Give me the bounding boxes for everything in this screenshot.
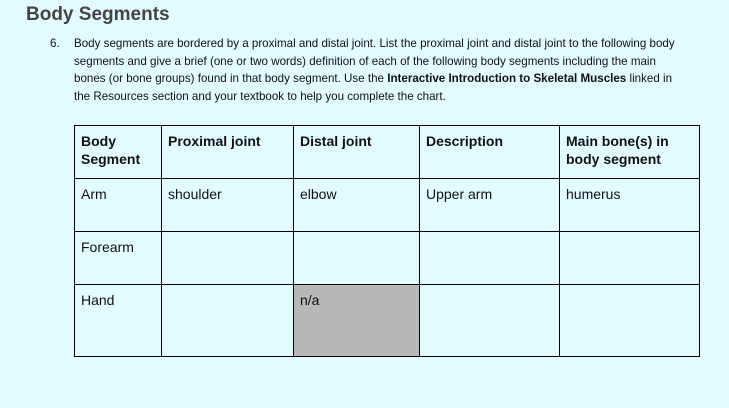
body-segments-table [74,125,700,357]
header-main-bones: Main bone(s) in body segment [560,126,700,179]
cell-distal-joint-na: n/a [294,285,420,357]
cell-segment: Arm [75,179,162,232]
cell-segment: Hand [75,285,162,357]
question-paragraph [50,35,690,105]
cell-segment: Forearm [75,232,162,285]
section-heading: Body Segments [26,4,170,25]
question-text-end: linked in the Resources section and your textbook to help you complete the chart. [74,72,673,103]
table-header-row [75,126,700,179]
header-body-segment: Body Segment [75,126,162,179]
cell-main-bones[interactable]: humerus [560,179,700,232]
cell-description[interactable] [420,285,560,357]
cell-proximal-joint[interactable] [162,232,294,285]
question-text [74,35,690,105]
question-text-intro: Body segments are bordered by a proximal and distal joint. List the proximal joint and distal joint to the following body segments and give a brief (one or two words) definition of each of the following body segments including the main bones (or bone groups) found in that body segment. Use the [74,37,675,86]
cell-main-bones[interactable] [560,285,700,357]
cell-main-bones[interactable] [560,232,700,285]
cell-distal-joint[interactable] [294,232,420,285]
cell-description[interactable] [420,232,560,285]
cell-description[interactable]: Upper arm [420,179,560,232]
header-distal-joint: Distal joint [294,126,420,179]
resource-link-name: Interactive Introduction to Skeletal Muscles [387,72,627,86]
table-row [75,285,700,357]
cell-distal-joint[interactable]: elbow [294,179,420,232]
header-description: Description [420,126,560,179]
question-number: 6. [50,37,60,50]
header-proximal-joint: Proximal joint [162,126,294,179]
table-row [75,179,700,232]
table-row [75,232,700,285]
cell-proximal-joint[interactable] [162,285,294,357]
cell-proximal-joint[interactable]: shoulder [162,179,294,232]
